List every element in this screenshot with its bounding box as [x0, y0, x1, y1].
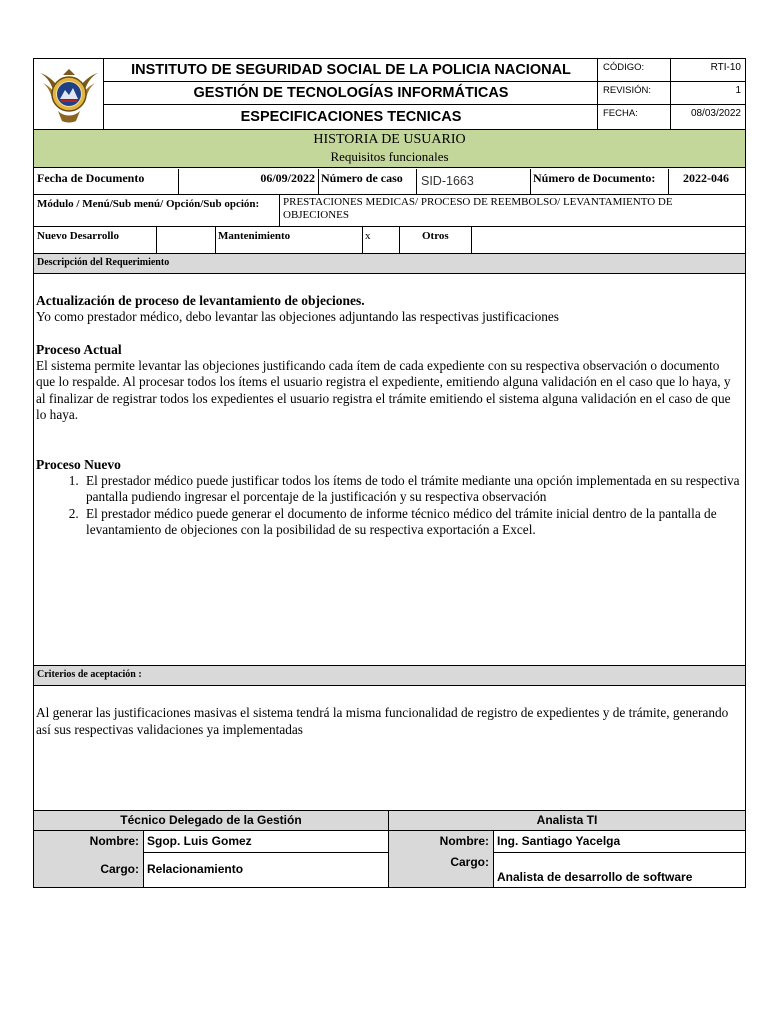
left-name-label: Nombre: — [89, 834, 139, 848]
signature-divider — [388, 831, 389, 887]
left-name-value: Sgop. Luis Gomez — [147, 834, 252, 848]
revision-label: REVISIÓN: — [603, 85, 652, 96]
others-label: Otros — [422, 230, 449, 242]
banner-title: HISTORIA DE USUARIO — [313, 132, 466, 147]
document-type: ESPECIFICACIONES TECNICAS — [240, 109, 462, 125]
current-process-heading: Proceso Actual — [36, 341, 122, 357]
list-item: 2. El prestador médico puede generar el documento de informe técnico médico del trámite inicial dentro de la pantalla de levantamiento de objeciones con la posibilidad de su respectiva exportación a Excel. — [82, 506, 740, 539]
requirement-title: Actualización de proceso de levantamiento de objeciones. — [36, 293, 365, 308]
right-role-label: Cargo: — [450, 855, 489, 869]
revision-value: 1 — [735, 85, 741, 96]
new-process-heading: Proceso Nuevo — [36, 456, 121, 472]
doc-date-label: Fecha de Documento — [37, 171, 145, 185]
doc-number-value: 2022-046 — [683, 171, 729, 185]
list-item: 1. El prestador médico puede justificar todos los ítems de todo el trámite mediante una opción implementada en su respectiva pantalla pudiendo ingresar el porcentaje de la justificación y su respectiva observación — [82, 473, 740, 506]
acceptance-header-label: Criterios de aceptación : — [37, 669, 142, 680]
type-div-5 — [471, 227, 472, 254]
type-div-3 — [362, 227, 363, 254]
new-process-list — [36, 473, 740, 539]
type-div-2 — [215, 227, 216, 254]
module-divider — [279, 195, 280, 227]
description-header-label: Descripción del Requerimiento — [37, 257, 170, 268]
doc-date-divider — [318, 169, 319, 195]
case-number-label: Número de caso — [321, 171, 403, 185]
requirement-intro: Yo como prestador médico, debo levantar las objeciones adjuntando las respectivas justificaciones — [36, 309, 559, 324]
new-dev-label: Nuevo Desarrollo — [37, 230, 119, 242]
current-process-text: El sistema permite levantar las objeciones justificando cada ítem de cada expediente con su respectiva observación o documento que lo respalde. Al procesar todos los ítems el usuario registra el expediente, emitiendo alguna validación en el caso que lo haya, y al finalizar de registrar todos los expedientes el usuario registra el trámite emitiendo el sistema alguna validación en el caso de que lo haya. — [36, 357, 731, 422]
institute-name: INSTITUTO DE SEGURIDAD SOCIAL DE LA POLICIA NACIONAL — [131, 62, 571, 78]
date-value: 08/03/2022 — [690, 108, 741, 119]
case-number-value: SID-1663 — [421, 174, 474, 188]
left-role-value: Relacionamiento — [147, 862, 244, 876]
left-signer-header: Técnico Delegado de la Gestión — [120, 813, 302, 827]
type-div-4 — [399, 227, 400, 254]
right-role-value: Analista de desarrollo de software — [497, 870, 693, 884]
banner-subtitle: Requisitos funcionales — [330, 149, 449, 164]
doc-date-value: 06/09/2022 — [260, 171, 315, 185]
institution-logo — [34, 59, 104, 129]
type-row — [34, 227, 745, 254]
maintenance-value: x — [365, 230, 371, 242]
right-name-label: Nombre: — [439, 834, 489, 848]
type-div-1 — [156, 227, 157, 254]
description-body — [36, 292, 740, 539]
acceptance-text: Al generar las justificaciones masivas el sistema tendrá la misma funcionalidad de registro de expedientes y de trámite, generando así sus respectivas validaciones ya implementadas — [36, 705, 729, 737]
module-value: PRESTACIONES MEDICAS/ PROCESO DE REEMBOLSO/ LEVANTAMIENTO DE OBJECIONES — [283, 196, 673, 221]
code-value: RTI-10 — [710, 62, 741, 73]
right-name-value: Ing. Santiago Yacelga — [497, 834, 621, 848]
maintenance-label: Mantenimiento — [218, 230, 291, 242]
code-label: CÓDIGO: — [603, 62, 645, 73]
meta-divider — [670, 59, 671, 129]
right-signer-header: Analista TI — [536, 813, 598, 827]
date-label: FECHA: — [603, 108, 638, 119]
module-label: Módulo / Menú/Sub menú/ Opción/Sub opción: — [37, 198, 260, 210]
doc-number-label: Número de Documento: — [533, 171, 656, 185]
department-name: GESTIÓN DE TECNOLOGÍAS INFORMÁTICAS — [193, 85, 509, 101]
left-role-label: Cargo: — [100, 862, 139, 876]
eagle-emblem-icon — [34, 59, 104, 129]
